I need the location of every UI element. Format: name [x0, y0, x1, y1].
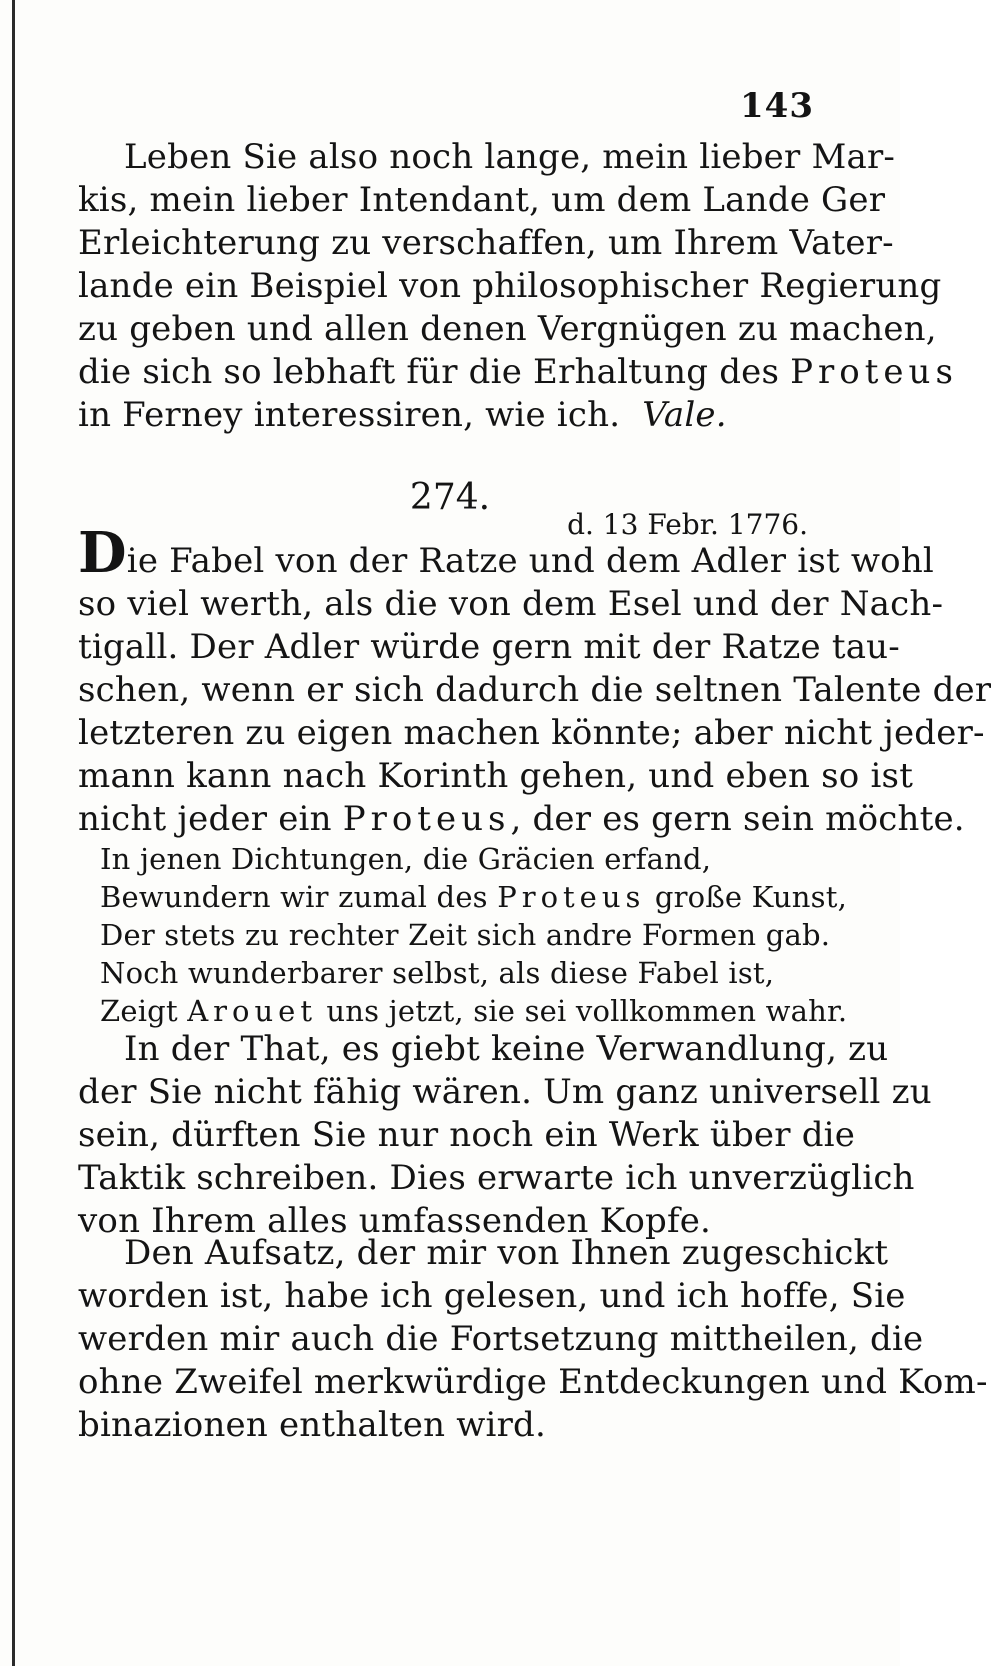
text-segment: uns jetzt, sie sei vollkommen wahr.: [326, 994, 848, 1028]
text-line: worden ist, habe ich gelesen, und ich hoffe, Sie: [78, 1276, 906, 1316]
text-line: [78, 798, 965, 841]
poem-line: [100, 992, 848, 1030]
text-line: schen, wenn er sich dadurch die seltnen Talente der: [78, 670, 991, 710]
text-line: tigall. Der Adler würde gern mit der Ratze tau-: [78, 627, 900, 667]
text-segment: nicht jeder ein: [78, 799, 332, 839]
text-segment: Zeigt: [100, 994, 178, 1028]
text-line: mann kann nach Korinth gehen, und eben so ist: [78, 756, 914, 796]
text-line: letzteren zu eigen machen könnte; aber nicht jeder-: [78, 713, 985, 753]
text-line: sein, dürften Sie nur noch ein Werk über die: [78, 1115, 856, 1155]
text-segment: , der es gern sein möchte.: [510, 799, 965, 839]
text-line: werden mir auch die Fortsetzung mittheilen, die: [78, 1319, 924, 1359]
text-segment: ie Fabel von der Ratze und dem Adler ist wohl: [126, 541, 934, 581]
text-line: so viel werth, als die von dem Esel und der Nach-: [78, 584, 944, 624]
text-line: binazionen enthalten wird.: [78, 1405, 547, 1445]
poem-line: In jenen Dichtungen, die Gräcien erfand,: [100, 842, 712, 876]
text-line: Erleichterung zu verschaffen, um Ihrem Vater-: [78, 223, 894, 263]
text-line: Leben Sie also noch lange, mein lieber Mar-: [124, 137, 896, 177]
paragraph-3: [78, 1028, 932, 1243]
vale-signoff: Vale.: [642, 395, 727, 435]
text-line: von Ihrem alles umfassenden Kopfe.: [78, 1201, 712, 1241]
text-segment: die sich so lebhaft für die Erhaltung des: [78, 352, 780, 392]
page-number: 143: [740, 86, 814, 126]
poem-line: Noch wunderbarer selbst, als diese Fabel ist,: [100, 956, 775, 990]
text-line: lande ein Beispiel von philosophischer Regierung: [78, 266, 942, 306]
text-line: ohne Zweifel merkwürdige Entdeckungen und Kom-: [78, 1362, 988, 1402]
text-line: Taktik schreiben. Dies erwarte ich unverzüglich: [78, 1158, 915, 1198]
text-segment: in Ferney interessiren, wie ich.: [78, 395, 621, 435]
letter-date: d. 13 Febr. 1776.: [567, 508, 808, 541]
text-line: zu geben und allen denen Vergnügen zu machen,: [78, 309, 937, 349]
arouet-emphasis: Arouet: [187, 994, 317, 1028]
text-line: der Sie nicht fähig wären. Um ganz universell zu: [78, 1072, 932, 1112]
text-segment: Bewundern wir zumal des: [100, 880, 488, 914]
poem-line: [100, 878, 848, 916]
text-line: Den Aufsatz, der mir von Ihnen zugeschickt: [124, 1233, 889, 1273]
text-line: [78, 394, 808, 437]
text-segment: große Kunst,: [654, 880, 848, 914]
text-line: [78, 351, 958, 394]
binding-edge: [12, 0, 15, 1666]
proteus-emphasis: Proteus: [790, 352, 958, 392]
poem-stanza: [100, 840, 848, 1030]
text-line: In der That, es giebt keine Verwandlung, zu: [124, 1029, 889, 1069]
poem-line: Der stets zu rechter Zeit sich andre Formen gab.: [100, 918, 831, 952]
proteus-emphasis: Proteus: [342, 799, 511, 839]
paragraph-1: [78, 136, 958, 437]
letter-number: 274.: [409, 477, 491, 518]
text-line: kis, mein lieber Intendant, um dem Lande Ger: [78, 180, 886, 220]
drop-capital: D: [78, 520, 127, 586]
proteus-emphasis: Proteus: [497, 880, 646, 914]
paragraph-4: [78, 1232, 988, 1447]
